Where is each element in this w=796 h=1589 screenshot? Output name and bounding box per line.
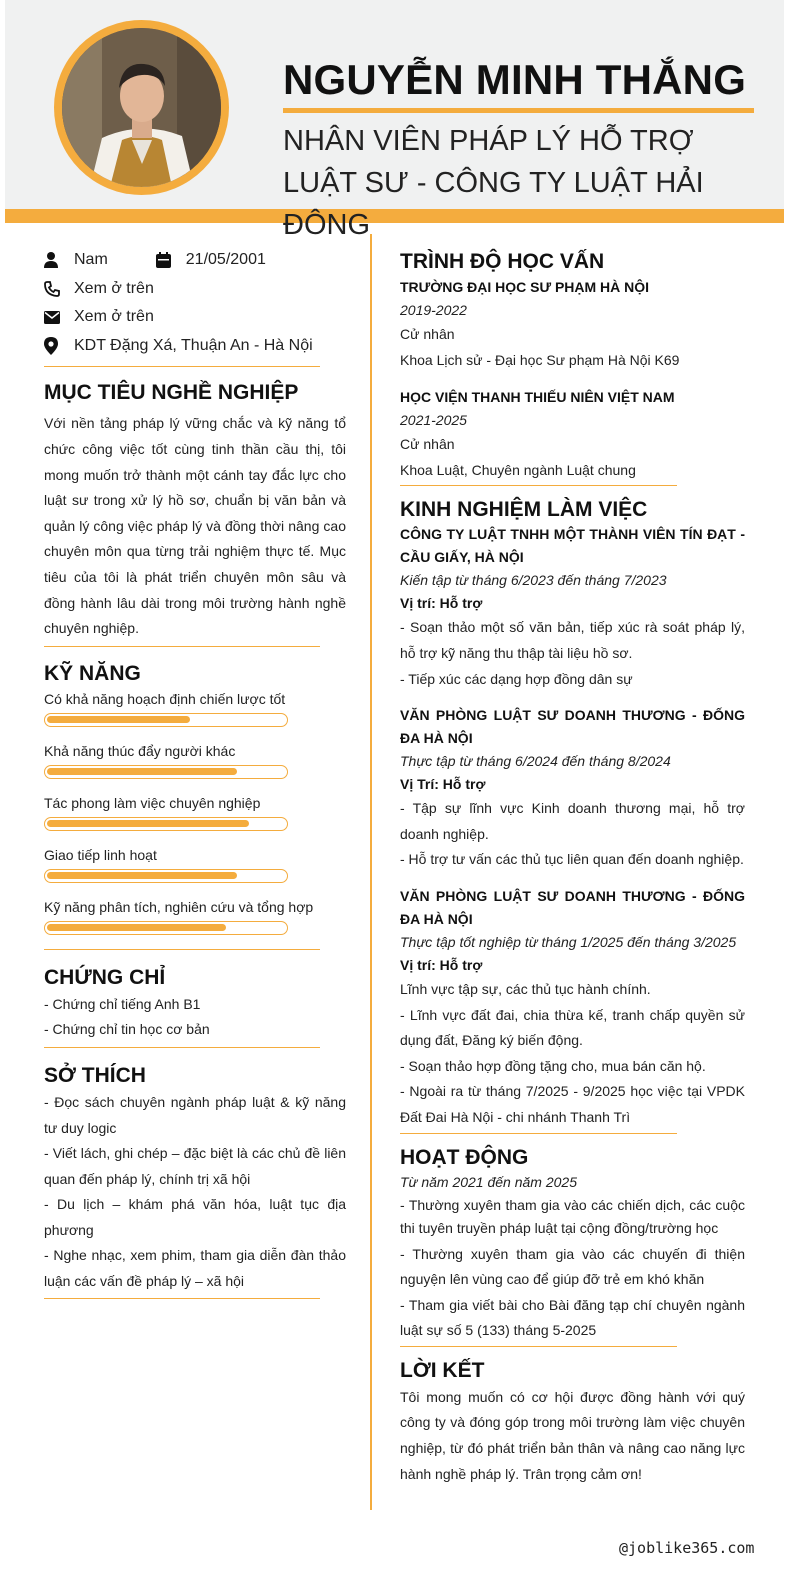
section-divider — [400, 1133, 677, 1134]
skill-bar-fill — [47, 820, 249, 827]
candidate-name: NGUYỄN MINH THẮNG — [283, 56, 747, 103]
hobby-item: - Đọc sách chuyên ngành pháp luật & kỹ năng tư duy logic — [44, 1093, 346, 1136]
experience-detail: - Lĩnh vực đất đai, chia thừa kế, tranh chấp quyền sử dụng đất, Đăng ký biến động. — [400, 1006, 745, 1049]
certificates-section — [44, 966, 346, 1043]
experience-item — [400, 885, 745, 1131]
user-icon — [44, 252, 74, 268]
experience-detail: - Tiếp xúc các dạng hợp đồng dân sự — [400, 670, 633, 687]
hobby-item: - Du lịch – khám phá văn hóa, luật tục địa phương — [44, 1196, 346, 1238]
closing-text: Tôi mong muốn có cơ hội được đồng hành với quý công ty và đóng góp trong môi trường làm việc chuyên nghiệp, từ đó phát triển bản thân và nâng cao năng lực hành nghề pháp lý. Trân trọng cảm ơn! — [400, 1388, 745, 1482]
column-divider — [370, 234, 372, 1510]
company-name: VĂN PHÒNG LUẬT SƯ DOANH THƯƠNG - ĐỐNG ĐA HÀ NỘI — [400, 707, 745, 747]
contact-row-gender-birthday — [44, 246, 346, 275]
experience-detail: - Hỗ trợ tư vấn các thủ tục liên quan đến doanh nghiệp. — [400, 851, 744, 868]
section-divider — [44, 1298, 320, 1299]
activities-period: Từ năm 2021 đến năm 2025 — [400, 1173, 577, 1190]
skill-label: Tác phong làm việc chuyên nghiệp — [44, 794, 261, 811]
objective-title: MỤC TIÊU NGHỀ NGHIỆP — [44, 381, 299, 405]
skill-label: Có khả năng hoạch định chiến lược tốt — [44, 690, 286, 707]
education-degree: Cử nhân — [400, 326, 455, 342]
experience-position: Vị Trí: Hỗ trợ — [400, 776, 486, 793]
job-title: NHÂN VIÊN PHÁP LÝ HỖ TRỢ LUẬT SƯ - CÔNG TY LUẬT HẢI ĐÔNG — [283, 125, 704, 241]
certificates-title: CHỨNG CHỈ — [44, 965, 166, 989]
education-item — [400, 276, 745, 373]
contact-row-email — [44, 303, 346, 332]
section-divider — [44, 1047, 320, 1048]
experience-detail: Lĩnh vực tập sự, các thủ tục hành chính. — [400, 980, 651, 997]
left-column — [44, 246, 346, 1299]
skill-bar — [44, 713, 288, 727]
experience-item — [400, 704, 745, 873]
experience-detail: - Tập sự lĩnh vực Kinh doanh thương mại, hỗ trợ doanh nghiệp. — [400, 800, 745, 842]
hobbies-title: SỞ THÍCH — [44, 1063, 146, 1087]
experience-detail: - Ngoài ra từ tháng 7/2025 - 9/2025 học việc tại VPDK Đất Đai Hà Nội - chi nhánh Thanh Trì — [400, 1083, 745, 1125]
activities-section — [400, 1146, 745, 1344]
hobby-item: - Nghe nhạc, xem phim, tham gia diễn đàn thảo luận các vấn đề pháp lý – xã hội — [44, 1247, 346, 1290]
experience-title: KINH NGHIỆM LÀM VIỆC — [400, 498, 648, 522]
skill-bar-fill — [47, 924, 226, 931]
skill-bar-fill — [47, 716, 190, 723]
company-name: CÔNG TY LUẬT TNHH MỘT THÀNH VIÊN TÍN ĐẠT - CẦU GIẤY, HÀ NỘI — [400, 526, 745, 566]
right-column — [400, 250, 745, 1487]
experience-position: Vị trí: Hỗ trợ — [400, 956, 483, 973]
company-name: VĂN PHÒNG LUẬT SƯ DOANH THƯƠNG - ĐỐNG ĐA HÀ NỘI — [400, 887, 745, 927]
objective-section — [44, 381, 346, 641]
envelope-icon — [44, 311, 74, 324]
address: KDT Đặng Xá, Thuận An - Hà Nội — [74, 337, 313, 355]
location-pin-icon — [44, 337, 74, 355]
education-detail: Khoa Lịch sử - Đại học Sư phạm Hà Nội K69 — [400, 351, 680, 368]
certificate-item: - Chứng chỉ tiếng Anh B1 — [44, 995, 201, 1012]
activities-title: HOẠT ĐỘNG — [400, 1145, 529, 1169]
avatar — [62, 28, 221, 187]
education-item — [400, 386, 745, 483]
skill-bar-fill — [47, 768, 237, 775]
experience-position: Vị trí: Hỗ trợ — [400, 595, 483, 612]
closing-title: LỜI KẾT — [400, 1358, 485, 1382]
experience-period: Thực tập từ tháng 6/2024 đến tháng 8/2024 — [400, 753, 671, 770]
email: Xem ở trên — [74, 308, 154, 326]
section-divider — [44, 949, 320, 950]
skill-bar — [44, 765, 288, 779]
skills-section — [44, 662, 346, 935]
education-detail: Khoa Luật, Chuyên ngành Luật chung — [400, 461, 636, 478]
contact-row-phone — [44, 275, 346, 304]
education-title: TRÌNH ĐỘ HỌC VẤN — [400, 250, 605, 273]
skill-label: Kỹ năng phân tích, nghiên cứu và tổng hợp — [44, 898, 314, 915]
education-degree: Cử nhân — [400, 436, 455, 453]
section-divider — [44, 646, 320, 647]
name-underline — [283, 108, 754, 113]
skills-list — [44, 690, 346, 935]
section-divider — [400, 1346, 677, 1347]
experience-period: Thực tập tốt nghiệp từ tháng 1/2025 đến tháng 3/2025 — [400, 933, 737, 950]
activity-item: - Thường xuyên tham gia vào các chuyến đi thiện nguyện lên vùng cao để giúp đỡ trẻ em khó khăn — [400, 1245, 745, 1288]
school-name: TRƯỜNG ĐẠI HỌC SƯ PHẠM HÀ NỘI — [400, 279, 650, 295]
birthday: 21/05/2001 — [185, 251, 266, 269]
phone-icon — [44, 281, 74, 297]
certificate-item: - Chứng chỉ tin học cơ bản — [44, 1021, 210, 1038]
skills-title: KỸ NĂNG — [44, 661, 141, 685]
skill-bar — [44, 817, 288, 831]
school-name: HỌC VIỆN THANH THIẾU NIÊN VIỆT NAM — [400, 389, 675, 406]
gender: Nam — [74, 251, 108, 269]
skill-label: Khả năng thúc đẩy người khác — [44, 742, 236, 759]
education-section — [400, 250, 745, 483]
watermark: @joblike365.com — [619, 1539, 755, 1557]
experience-detail: - Soạn thảo hợp đồng tặng cho, mua bán căn hộ. — [400, 1057, 706, 1074]
skill-bar — [44, 869, 288, 883]
experience-item — [400, 523, 745, 692]
activity-item: - Tham gia viết bài cho Bài đăng tạp chí chuyên ngành luật sự số 5 (133) tháng 5-2025 — [400, 1296, 745, 1339]
experience-section — [400, 498, 745, 1130]
section-divider — [400, 485, 677, 486]
hobby-item: - Viết lách, ghi chép – đặc biệt là các chủ đề liên quan đến pháp lý, chính trị xã hội — [44, 1145, 346, 1187]
experience-detail: - Soạn thảo một số văn bản, tiếp xúc rà soát pháp lý, hỗ trợ kỹ năng thu thập tài liệu hồ sơ. — [400, 619, 745, 661]
section-divider — [44, 366, 320, 367]
objective-text: Với nền tảng pháp lý vững chắc và kỹ năng tổ chức công việc tốt cùng tinh thần cầu thị, tôi mong muốn trở thành một cánh tay đắc lực cho luật sư trong xử lý hồ sơ, chuẩn bị văn bản và quản lý công việc pháp lý và đồng thời nâng cao chuyên môn qua từng trải nghiệm thực tế. Mục tiêu của tôi là phát triển chuyên môn sâu và đồng hành lâu dài trong môi trường hành nghề chuyên nghiệp. — [44, 415, 346, 637]
experience-period: Kiến tập từ tháng 6/2023 đến tháng 7/2023 — [400, 572, 667, 589]
hobbies-section — [44, 1064, 346, 1295]
skill-label: Giao tiếp linh hoạt — [44, 846, 157, 863]
education-period: 2021-2025 — [400, 412, 467, 429]
education-period: 2019-2022 — [400, 302, 467, 318]
phone: Xem ở trên — [74, 279, 154, 297]
skill-bar-fill — [47, 872, 237, 879]
skill-bar — [44, 921, 288, 935]
activity-item: - Thường xuyên tham gia vào các chiến dịch, các cuộc thi tuyên truyền pháp luật tại cộng đồng/trường học — [400, 1196, 745, 1236]
calendar-icon — [156, 252, 186, 268]
closing-section — [400, 1359, 745, 1487]
contact-row-address — [44, 332, 346, 361]
